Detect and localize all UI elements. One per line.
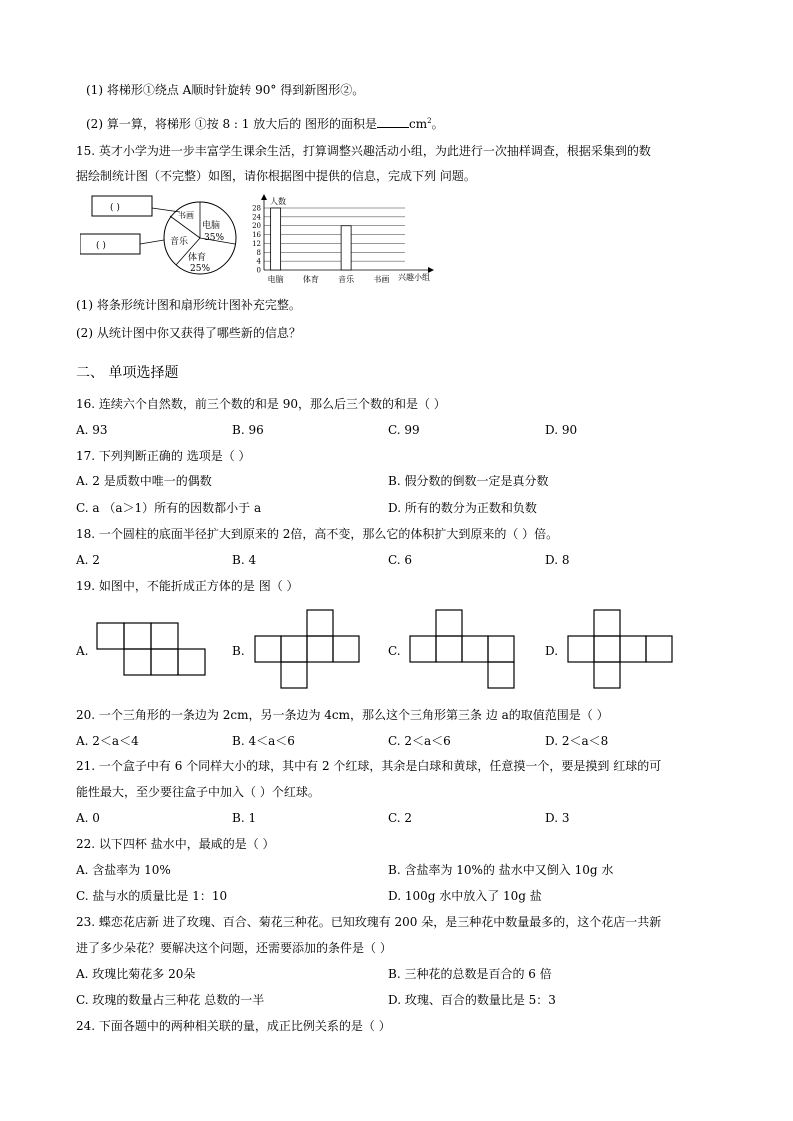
- q18-stem: 18. 一个圆柱的底面半径扩大到原来的 2倍，高不变，那么它的体积扩大到原来的（ ）倍。: [76, 527, 559, 541]
- cube-net-b[interactable]: [253, 609, 363, 691]
- section-title: 二、 单项选择题: [76, 365, 179, 381]
- q20-option-d[interactable]: D. 2＜a＜8: [545, 734, 609, 748]
- q17-option-d[interactable]: D. 所有的数分为正数和负数: [388, 501, 537, 515]
- q16-stem: 16. 连续六个自然数，前三个数的和是 90，那么后三个数的和是（ ）: [76, 397, 446, 411]
- q22-option-a[interactable]: A. 含盐率为 10%: [76, 863, 171, 877]
- q20-stem: 20. 一个三角形的一条边为 2cm，另一条边为 4cm，那么这个三角形第三条 边 a的取值范围是（ ）: [76, 708, 609, 722]
- slice-label-computer: 电脑: [202, 221, 221, 231]
- q22-option-c[interactable]: C. 盐与水的质量比是 1：10: [76, 889, 228, 903]
- slice-label-calligraphy: 书画: [178, 211, 194, 220]
- slice-label-sports: 体育: [188, 253, 207, 263]
- y-tick-label: 20: [252, 222, 261, 231]
- slice-pct-computer: 35%: [204, 233, 225, 243]
- y-tick-label: 28: [252, 204, 261, 213]
- q18-option-b[interactable]: B. 4: [232, 553, 257, 567]
- q14-part1: (1) 将梯形①绕点 A顺时针旋转 90° 得到新图形②。: [86, 83, 365, 97]
- cube-net-d[interactable]: [566, 609, 678, 691]
- pointer-line-2: [140, 240, 164, 244]
- slice-label-music: 音乐: [170, 237, 189, 247]
- category-label: 书画: [373, 275, 390, 284]
- q23-option-c[interactable]: C. 玫瑰的数量占三种花 总数的一半: [76, 993, 265, 1007]
- y-tick-label: 12: [252, 239, 261, 248]
- y-tick-label: 8: [256, 248, 261, 257]
- q23-option-d[interactable]: D. 玫瑰、百合的数量比是 5：3: [388, 993, 556, 1007]
- pie-box2-text: ( ): [96, 241, 106, 251]
- bar-3: [341, 226, 351, 270]
- slice-pct-sports: 25%: [190, 264, 211, 274]
- q15-line2: 据绘制统计图（不完整）如图，请你根据图中提供的信息，完成下列 问题。: [76, 169, 476, 183]
- q21-option-b[interactable]: B. 1: [232, 811, 257, 825]
- cube-net-c[interactable]: [408, 609, 518, 691]
- cube-net-a[interactable]: [96, 622, 208, 678]
- pie-box1-text: ( ): [110, 203, 120, 213]
- q19-label-a[interactable]: A.: [76, 644, 89, 658]
- y-tick-label: 24: [252, 213, 261, 222]
- y-tick-label: 16: [252, 231, 261, 240]
- y-tick-label: 0: [256, 266, 261, 275]
- q17-option-b[interactable]: B. 假分数的倒数一定是真分数: [388, 474, 549, 488]
- q16-option-d[interactable]: D. 90: [545, 423, 578, 437]
- pie-label-box-1[interactable]: [92, 196, 152, 216]
- q14-part2: [86, 113, 444, 132]
- q23-option-b[interactable]: B. 三种花的总数是百合的 6 倍: [388, 967, 552, 981]
- q19-label-d[interactable]: D.: [545, 644, 559, 658]
- q19-label-b[interactable]: B.: [232, 644, 245, 658]
- q19-label-c[interactable]: C.: [388, 644, 401, 658]
- x-axis-label: 兴趣小组: [398, 273, 430, 282]
- pie-chart-figure: [80, 190, 240, 280]
- q20-option-b[interactable]: B. 4＜a＜6: [232, 734, 295, 748]
- q18-option-a[interactable]: A. 2: [76, 553, 100, 567]
- q14-part2-text: (2) 算一算，将梯形 ①按 8 : 1 放大后的 图形的面积是: [86, 117, 378, 131]
- q21-option-a[interactable]: A. 0: [76, 811, 100, 825]
- y-axis-arrow-icon: [261, 194, 267, 200]
- q15-part1: (1) 将条形统计图和扇形统计图补充完整。: [76, 298, 301, 312]
- q15-line1: 15. 英才小学为进一步丰富学生课余生活，打算调整兴趣活动小组，为此进行一次抽样调查，根据采集到的数: [76, 144, 651, 158]
- q23-line1: 23. 蝶恋花店新 进了玫瑰、百合、菊花三种花。已知玫瑰有 200 朵，是三种花中数量最多的，这个花店一共新: [76, 915, 662, 929]
- unit-sup: 2: [427, 117, 432, 125]
- q22-option-b[interactable]: B. 含盐率为 10%的 盐水中又倒入 10g 水: [388, 863, 614, 877]
- category-label: 电脑: [267, 275, 284, 284]
- q16-option-a[interactable]: A. 93: [76, 423, 108, 437]
- q22-option-d[interactable]: D. 100g 水中放入了 10g 盐: [388, 889, 542, 903]
- unit: cm: [409, 117, 428, 131]
- q23-line2: 进了多少朵花？要解决这个问题，还需要添加的条件是（ ）: [76, 941, 392, 955]
- bar-1: [271, 208, 281, 270]
- category-label: 体育: [302, 275, 319, 284]
- q17-stem: 17. 下列判断正确的 选项是（ ）: [76, 449, 251, 463]
- category-label: 音乐: [338, 275, 355, 284]
- bar-chart: [240, 192, 440, 284]
- q20-option-c[interactable]: C. 2＜a＜6: [388, 734, 451, 748]
- q24-stem: 24. 下面各题中的两种相关联的量，成正比例关系的是（ ）: [76, 1019, 391, 1033]
- q20-option-a[interactable]: A. 2＜a＜4: [76, 734, 139, 748]
- q19-stem: 19. 如图中，不能折成正方体的是 图（ ）: [76, 579, 299, 593]
- q21-line1: 21. 一个盒子中有 6 个同样大小的球，其中有 2 个红球，其余是白球和黄球，任意摸一个，要是摸到 红球的可: [76, 759, 662, 773]
- q18-option-d[interactable]: D. 8: [545, 553, 570, 567]
- q15-part2: (2) 从统计图中你又获得了哪些新的信息？: [76, 326, 301, 340]
- y-tick-label: 4: [256, 257, 261, 266]
- q18-option-c[interactable]: C. 6: [388, 553, 413, 567]
- y-axis-label: 人数: [270, 197, 286, 206]
- q21-line2: 能性最大，至少要往盒子中加入（ ）个红球。: [76, 785, 320, 799]
- q21-option-d[interactable]: D. 3: [545, 811, 570, 825]
- answer-blank[interactable]: [377, 116, 409, 128]
- q16-option-b[interactable]: B. 96: [232, 423, 264, 437]
- q22-stem: 22. 以下四杯 盐水中，最咸的是（ ）: [76, 837, 275, 851]
- q23-option-a[interactable]: A. 玫瑰比菊花多 20朵: [76, 967, 196, 981]
- pie-label-box-2[interactable]: [80, 234, 140, 254]
- period: 。: [431, 117, 444, 131]
- q16-option-c[interactable]: C. 99: [388, 423, 420, 437]
- q17-option-c[interactable]: C. a （a＞1）所有的因数都小于 a: [76, 501, 262, 515]
- q21-option-c[interactable]: C. 2: [388, 811, 413, 825]
- q17-option-a[interactable]: A. 2 是质数中唯一的偶数: [76, 474, 212, 488]
